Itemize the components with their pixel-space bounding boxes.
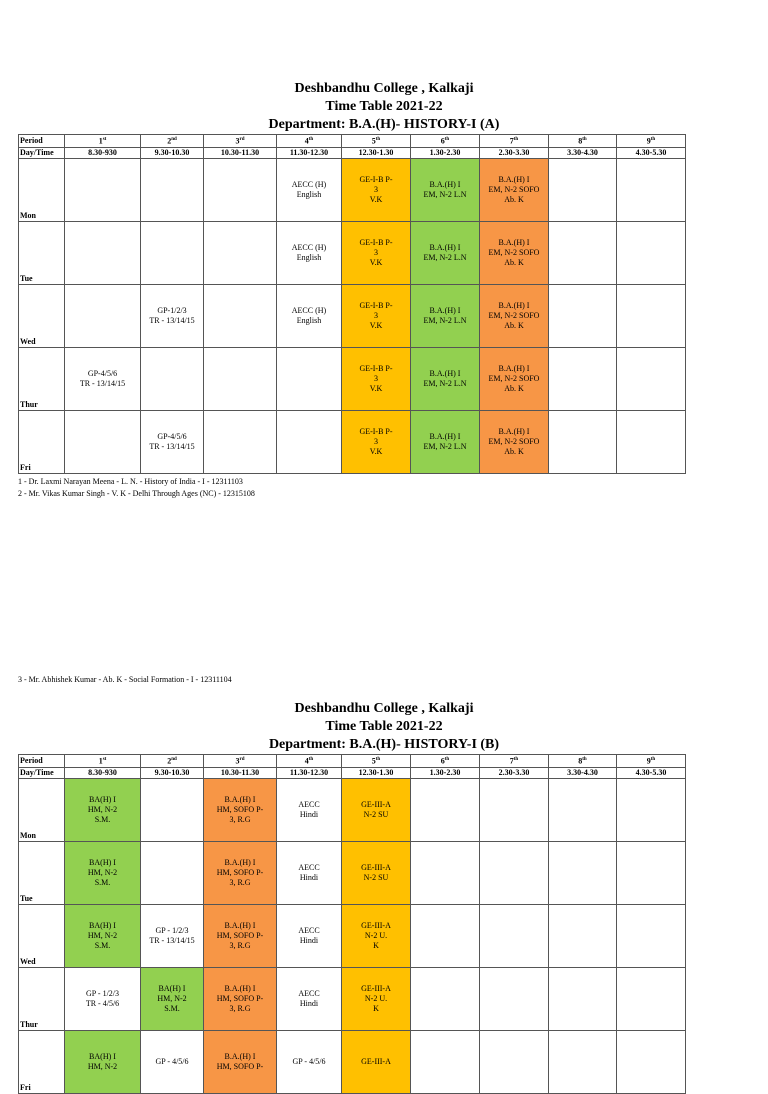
timetable-cell [617,841,686,904]
timetable-cell: B.A.(H) I HM, SOFO P- 3, R.G [204,904,277,967]
period-header: 4th [277,135,342,148]
period-header: 4th [277,755,342,768]
period-header: 6th [411,755,480,768]
timetable-cell [141,778,204,841]
period-header: 7th [480,755,549,768]
period-header: 7th [480,135,549,148]
timetable-cell: GE-III-A N-2 SU [342,778,411,841]
timetable-cell: B.A.(H) I EM, N-2 L.N [411,410,480,473]
timetable-cell [480,904,549,967]
timetable-cell [617,158,686,221]
timetable-cell: GE-I-B P- 3 V.K [342,221,411,284]
timetable-cell: GE-I-B P- 3 V.K [342,158,411,221]
timetable-cell: B.A.(H) I EM, N-2 SOFO Ab. K [480,158,549,221]
timetable-cell [204,347,277,410]
timetable-cell [411,967,480,1030]
college-name: Deshbandhu College , Kalkaji [294,81,474,96]
period-header: 8th [549,135,617,148]
time-header: 12.30-1.30 [342,767,411,778]
time-header: 3.30-4.30 [549,147,617,158]
timetable-cell: GP - 4/5/6 [277,1030,342,1093]
period-header: 3rd [204,135,277,148]
period-label: Period [19,135,65,148]
timetable-cell [480,1030,549,1093]
timetable-cell: BA(H) I HM, N-2 S.M. [65,904,141,967]
period-header: 9th [617,135,686,148]
department-title: Department: B.A.(H)- HISTORY-I (B) [268,737,500,752]
table-row [19,347,686,410]
day-label: Mon [19,778,65,841]
timetable-cell [617,967,686,1030]
timetable-cell [617,221,686,284]
timetable-cell [617,1030,686,1093]
timetable-cell: B.A.(H) I EM, N-2 SOFO Ab. K [480,347,549,410]
timetable-cell [204,158,277,221]
timetable-cell: B.A.(H) I HM, SOFO P- 3, R.G [204,778,277,841]
timetable-cell: BA(H) I HM, N-2 S.M. [141,967,204,1030]
timetable-title: Time Table 2021-22 [325,719,443,734]
timetable-cell [141,347,204,410]
timetable-cell [65,221,141,284]
period-header: 2nd [141,135,204,148]
time-header: 8.30-930 [65,147,141,158]
timetable-cell [549,347,617,410]
timetable-cell: GE-III-A N-2 U. K [342,904,411,967]
day-label: Mon [19,158,65,221]
timetable-cell [480,778,549,841]
day-label: Fri [19,1030,65,1093]
timetable-cell: B.A.(H) I HM, SOFO P- [204,1030,277,1093]
timetable-cell [65,284,141,347]
period-header: 6th [411,135,480,148]
period-header: 5th [342,755,411,768]
timetable-cell: GE-III-A [342,1030,411,1093]
table-row [19,841,686,904]
time-header: 1.30-2.30 [411,147,480,158]
section-b-header [0,700,768,754]
period-header: 8th [549,755,617,768]
timetable-a [18,134,686,474]
footnote-1: 1 - Dr. Laxmi Narayan Meena - L. N. - History of India - I - 12311103 [18,477,243,486]
timetable-cell [549,778,617,841]
timetable-cell: B.A.(H) I EM, N-2 L.N [411,221,480,284]
timetable-title: Time Table 2021-22 [325,99,443,114]
period-header: 1st [65,755,141,768]
timetable-cell: GP - 1/2/3 TR - 13/14/15 [141,904,204,967]
timetable-cell: B.A.(H) I HM, SOFO P- 3, R.G [204,967,277,1030]
timetable-cell [549,158,617,221]
timetable-cell [204,284,277,347]
timetable-cell [480,841,549,904]
timetable-cell [617,284,686,347]
timetable-cell [549,967,617,1030]
timetable-cell: BA(H) I HM, N-2 S.M. [65,841,141,904]
timetable-cell [480,967,549,1030]
timetable-cell [277,410,342,473]
table-row [19,158,686,221]
table-row [19,221,686,284]
timetable-cell: GE-I-B P- 3 V.K [342,284,411,347]
table-row [19,284,686,347]
timetable-cell [549,410,617,473]
timetable-cell [617,347,686,410]
timetable-cell [549,284,617,347]
time-header: 3.30-4.30 [549,767,617,778]
time-header: 4.30-5.30 [617,767,686,778]
timetable-cell: GE-III-A N-2 U. K [342,967,411,1030]
time-header: 11.30-12.30 [277,767,342,778]
timetable-cell [141,221,204,284]
timetable-cell: AECC Hindi [277,967,342,1030]
time-header: 9.30-10.30 [141,147,204,158]
time-header: 8.30-930 [65,767,141,778]
day-label: Tue [19,841,65,904]
timetable-cell: B.A.(H) I EM, N-2 L.N [411,347,480,410]
timetable-cell: B.A.(H) I EM, N-2 SOFO Ab. K [480,221,549,284]
timetable-cell [141,841,204,904]
timetable-cell: GE-I-B P- 3 V.K [342,347,411,410]
time-header: 4.30-5.30 [617,147,686,158]
day-label: Wed [19,284,65,347]
timetable-cell: AECC Hindi [277,841,342,904]
timetable-cell: BA(H) I HM, N-2 S.M. [65,778,141,841]
time-header: 1.30-2.30 [411,767,480,778]
footnote-3: 3 - Mr. Abhishek Kumar - Ab. K - Social Formation - I - 12311104 [18,675,232,684]
timetable-cell: GP-1/2/3 TR - 13/14/15 [141,284,204,347]
time-header: 10.30-11.30 [204,767,277,778]
period-header: 1st [65,135,141,148]
time-header: 2.30-3.30 [480,767,549,778]
timetable-cell [277,347,342,410]
time-header: 2.30-3.30 [480,147,549,158]
day-label: Thur [19,967,65,1030]
department-title: Department: B.A.(H)- HISTORY-I (A) [268,117,500,132]
timetable-cell: B.A.(H) I EM, N-2 L.N [411,284,480,347]
section-a-header [0,80,768,134]
timetable-cell [411,841,480,904]
day-label: Thur [19,347,65,410]
table-row [19,904,686,967]
timetable-cell: GE-I-B P- 3 V.K [342,410,411,473]
timetable-cell [65,410,141,473]
timetable-cell [617,410,686,473]
timetable-cell [204,410,277,473]
time-header: 12.30-1.30 [342,147,411,158]
timetable-cell [411,1030,480,1093]
period-header: 9th [617,755,686,768]
timetable-cell [549,904,617,967]
timetable-cell: GP-4/5/6 TR - 13/14/15 [65,347,141,410]
timetable-cell [65,158,141,221]
timetable-cell [204,221,277,284]
timetable-cell [617,778,686,841]
timetable-cell: GE-III-A N-2 SU [342,841,411,904]
table-row [19,410,686,473]
time-header: 10.30-11.30 [204,147,277,158]
timetable-cell: GP-4/5/6 TR - 13/14/15 [141,410,204,473]
timetable-cell [411,904,480,967]
timetable-cell [549,841,617,904]
day-label: Tue [19,221,65,284]
timetable-cell: GP - 1/2/3 TR - 4/5/6 [65,967,141,1030]
college-name: Deshbandhu College , Kalkaji [294,701,474,716]
timetable-cell [617,904,686,967]
timetable-cell: B.A.(H) I EM, N-2 SOFO Ab. K [480,410,549,473]
timetable-cell: B.A.(H) I EM, N-2 SOFO Ab. K [480,284,549,347]
timetable-cell: B.A.(H) I EM, N-2 L.N [411,158,480,221]
footnote-2: 2 - Mr. Vikas Kumar Singh - V. K - Delhi Through Ages (NC) - 12315108 [18,489,255,498]
day-label: Fri [19,410,65,473]
period-label: Period [19,755,65,768]
day-label: Wed [19,904,65,967]
timetable-b [18,754,686,1094]
timetable-cell: AECC (H) English [277,284,342,347]
period-header: 3rd [204,755,277,768]
timetable-cell [549,221,617,284]
period-header: 2nd [141,755,204,768]
timetable-cell [141,158,204,221]
timetable-cell [549,1030,617,1093]
timetable-cell: AECC Hindi [277,904,342,967]
timetable-cell: B.A.(H) I HM, SOFO P- 3, R.G [204,841,277,904]
timetable-cell: AECC (H) English [277,158,342,221]
period-header: 5th [342,135,411,148]
timetable-cell: AECC Hindi [277,778,342,841]
time-header: 9.30-10.30 [141,767,204,778]
timetable-cell: AECC (H) English [277,221,342,284]
timetable-cell: GP - 4/5/6 [141,1030,204,1093]
table-row [19,778,686,841]
timetable-cell: BA(H) I HM, N-2 [65,1030,141,1093]
time-header: 11.30-12.30 [277,147,342,158]
table-row [19,1030,686,1093]
timetable-cell [411,778,480,841]
daytime-label: Day/Time [19,147,65,158]
daytime-label: Day/Time [19,767,65,778]
table-row [19,967,686,1030]
